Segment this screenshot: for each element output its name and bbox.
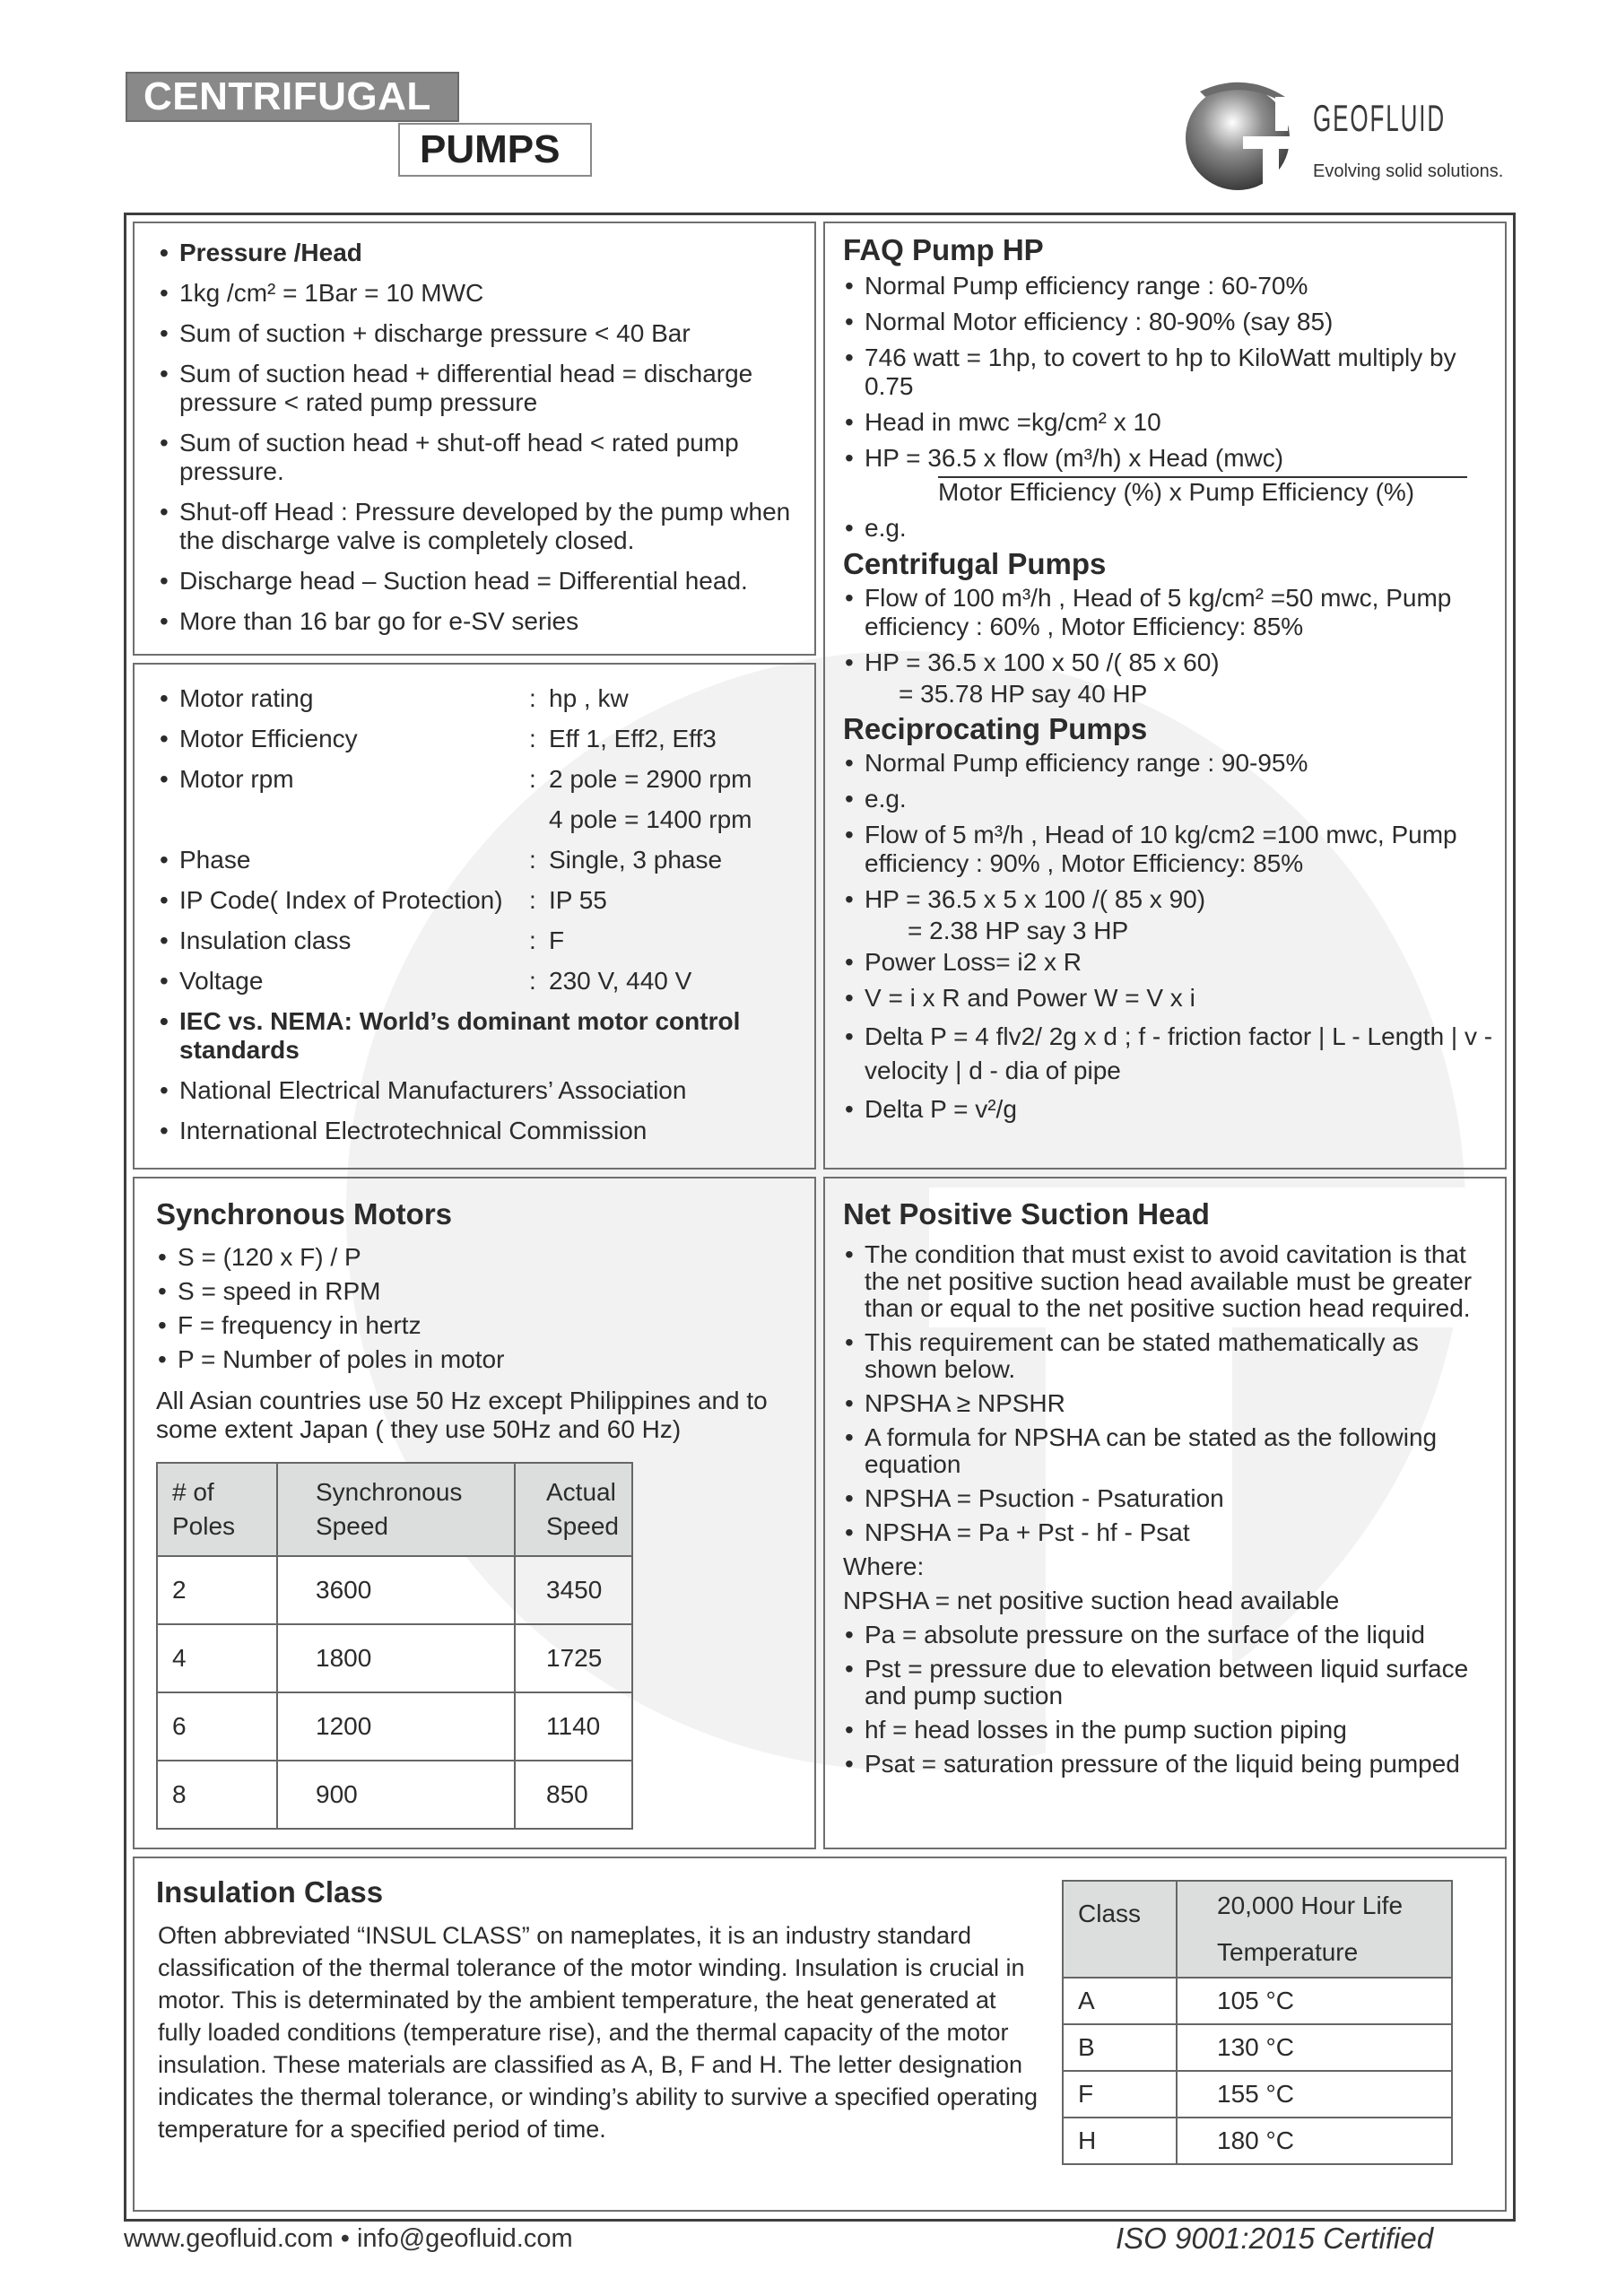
list-item: • Sum of suction + discharge pressure < 40 Bar bbox=[158, 319, 795, 348]
pressure-head-list bbox=[158, 239, 795, 636]
spec-value: IP 55 bbox=[549, 886, 607, 914]
list-item: • Sum of suction head + differential head = discharge pressure < rated pump pressure bbox=[158, 360, 795, 417]
table-row bbox=[157, 1624, 632, 1692]
spec-key: Motor rpm bbox=[179, 765, 294, 793]
cell-poles: 8 bbox=[157, 1761, 277, 1829]
list-item: • Normal Motor efficiency : 80-90% (say 85) bbox=[843, 308, 1493, 336]
list-item: • e.g. bbox=[843, 785, 1493, 813]
cell-actual-speed: 1140 bbox=[515, 1692, 632, 1761]
cell-poles: 4 bbox=[157, 1624, 277, 1692]
list-item: • Psat = saturation pressure of the liquid being pumped bbox=[843, 1751, 1493, 1778]
cell-poles: 2 bbox=[157, 1556, 277, 1624]
list-item: • 746 watt = 1hp, to covert to hp to KiloWatt multiply by 0.75 bbox=[843, 344, 1493, 401]
cell-temperature: 155 °C bbox=[1177, 2071, 1452, 2118]
table-row bbox=[1063, 2071, 1452, 2118]
hp-formula bbox=[843, 444, 1493, 507]
list-item: • Pa = absolute pressure on the surface of the liquid bbox=[843, 1622, 1493, 1648]
table-row bbox=[1063, 2024, 1452, 2071]
list-item: • Normal Pump efficiency range : 60-70% bbox=[843, 272, 1493, 300]
list-item: • Sum of suction head + shut-off head < rated pump pressure. bbox=[158, 429, 795, 486]
faq-pump-hp-panel bbox=[823, 222, 1507, 1170]
list-item: • Flow of 5 m³/h , Head of 10 kg/cm2 =100 mwc, Pump efficiency : 90% , Motor Efficiency: 85% bbox=[843, 821, 1493, 878]
col-header-class: Class bbox=[1063, 1881, 1177, 1978]
spec-key: Voltage bbox=[179, 967, 264, 995]
title-centrifugal: CENTRIFUGAL bbox=[126, 72, 459, 122]
list-item: • A formula for NPSHA can be stated as the following equation bbox=[843, 1424, 1493, 1478]
list-item: • Pst = pressure due to elevation between liquid surface and pump suction bbox=[843, 1656, 1493, 1709]
insulation-class-table bbox=[1062, 1880, 1453, 2165]
table-row bbox=[157, 1692, 632, 1761]
cell-sync-speed: 900 bbox=[277, 1761, 515, 1829]
col-header-temperature: 20,000 Hour Life Temperature bbox=[1177, 1881, 1452, 1978]
standards-list bbox=[158, 1007, 804, 1145]
npsh-terms-list bbox=[843, 1622, 1493, 1778]
cell-class: F bbox=[1063, 2071, 1177, 2118]
table-row bbox=[1063, 1978, 1452, 2024]
contact-info: www.geofluid.com • info@geofluid.com bbox=[124, 2224, 573, 2253]
spec-key bbox=[179, 805, 529, 834]
spec-key: Insulation class bbox=[179, 926, 352, 954]
spec-row: • Insulation class : F bbox=[158, 926, 804, 955]
list-item: • V = i x R and Power W = V x i bbox=[843, 984, 1493, 1013]
spec-key: Motor rating bbox=[179, 684, 314, 712]
synchronous-motors-panel bbox=[133, 1177, 816, 1849]
table-row bbox=[157, 1556, 632, 1624]
list-item: • F = frequency in hertz bbox=[156, 1311, 802, 1340]
list-item: • HP = 36.5 x 100 x 50 /( 85 x 60) bbox=[843, 648, 1493, 677]
list-item: • P = Number of poles in motor bbox=[156, 1345, 802, 1374]
col-header-poles: # of Poles bbox=[157, 1463, 277, 1556]
col-header-actual-speed: Actual Speed bbox=[515, 1463, 632, 1556]
spec-row bbox=[158, 805, 804, 834]
list-item: • IEC vs. NEMA: World’s dominant motor control standards bbox=[158, 1007, 804, 1065]
pressure-head-panel bbox=[133, 222, 816, 656]
list-item: • Discharge head – Suction head = Differential head. bbox=[158, 567, 795, 596]
list-item: • NPSHA ≥ NPSHR bbox=[843, 1390, 1493, 1417]
synchronous-list bbox=[156, 1243, 802, 1374]
spec-row: • Motor rating : hp , kw bbox=[158, 684, 804, 713]
where-label: Where: bbox=[843, 1552, 925, 1580]
spec-value: F bbox=[549, 926, 565, 954]
list-item: • NPSHA = Pa + Pst - hf - Psat bbox=[843, 1519, 1493, 1546]
col-header-synchronous-speed: Synchronous Speed bbox=[277, 1463, 515, 1556]
formula-prefix: HP = bbox=[865, 444, 928, 472]
list-item: • NPSHA = Psuction - Psaturation bbox=[843, 1485, 1493, 1512]
list-item: • HP = 36.5 x 5 x 100 /( 85 x 90) bbox=[843, 885, 1493, 914]
spec-value: 230 V, 440 V bbox=[549, 967, 692, 995]
iso-certification: ISO 9001:2015 Certified bbox=[1116, 2222, 1434, 2255]
list-item: • Pressure /Head bbox=[158, 239, 795, 267]
cell-actual-speed: 3450 bbox=[515, 1556, 632, 1624]
list-item: • More than 16 bar go for e-SV series bbox=[158, 607, 795, 636]
list-item: • hf = head losses in the pump suction piping bbox=[843, 1717, 1493, 1744]
spec-value: 4 pole = 1400 rpm bbox=[549, 805, 752, 833]
spec-key: IP Code( Index of Protection) bbox=[179, 886, 503, 914]
list-item: • S = (120 x F) / P bbox=[156, 1243, 802, 1272]
formula-denominator: Motor Efficiency (%) x Pump Efficiency (%) bbox=[938, 478, 1415, 506]
cell-temperature: 105 °C bbox=[1177, 1978, 1452, 2024]
npsh-panel bbox=[823, 1177, 1507, 1849]
cell-actual-speed: 1725 bbox=[515, 1624, 632, 1692]
spec-value: 2 pole = 2900 rpm bbox=[549, 765, 752, 793]
cell-sync-speed: 3600 bbox=[277, 1556, 515, 1624]
spec-row: • Motor rpm : 2 pole = 2900 rpm bbox=[158, 765, 804, 794]
cell-actual-speed: 850 bbox=[515, 1761, 632, 1829]
formula-numerator: 36.5 x flow (m³/h) x Head (mwc) bbox=[927, 444, 1284, 472]
reciprocating-list bbox=[843, 749, 1493, 914]
cell-temperature: 130 °C bbox=[1177, 2024, 1452, 2071]
frequency-note: All Asian countries use 50 Hz except Philippines and to some extent Japan ( they use 50Hz and 60 Hz) bbox=[156, 1387, 768, 1443]
reciprocating-result: = 2.38 HP say 3 HP bbox=[908, 917, 1129, 944]
list-item: • 1kg /cm² = 1Bar = 10 MWC bbox=[158, 279, 795, 308]
cell-class: H bbox=[1063, 2118, 1177, 2164]
spec-key: Motor Efficiency bbox=[179, 725, 358, 752]
npsha-definition: NPSHA = net positive suction head available bbox=[843, 1587, 1340, 1614]
insulation-title: Insulation Class bbox=[156, 1875, 384, 1909]
spec-row: • Motor Efficiency : Eff 1, Eff2, Eff3 bbox=[158, 725, 804, 753]
list-item: • Delta P = v²/g bbox=[843, 1095, 1493, 1124]
list-item: • National Electrical Manufacturers’ Association bbox=[158, 1076, 804, 1105]
title-pumps: PUMPS bbox=[398, 123, 592, 177]
list-item: • Flow of 100 m³/h , Head of 5 kg/cm² =50 mwc, Pump efficiency : 60% , Motor Efficiency: 85% bbox=[843, 584, 1493, 641]
list-item: • International Electrotechnical Commission bbox=[158, 1117, 804, 1145]
list-item: • Power Loss= i2 x R bbox=[843, 948, 1493, 977]
list-item: • S = speed in RPM bbox=[156, 1277, 802, 1306]
insulation-class-panel bbox=[133, 1857, 1507, 2212]
spec-row: • Voltage : 230 V, 440 V bbox=[158, 967, 804, 996]
centrifugal-result: = 35.78 HP say 40 HP bbox=[899, 680, 1148, 708]
cell-class: A bbox=[1063, 1978, 1177, 2024]
synchronous-title: Synchronous Motors bbox=[156, 1197, 453, 1231]
table-header-row bbox=[1063, 1881, 1452, 1978]
motor-specs-panel bbox=[133, 663, 816, 1170]
insulation-body: Often abbreviated “INSUL CLASS” on nameplates, it is an industry standard classification of the thermal tolerance of the motor winding. Insulation is crucial in motor. This is determinated by the ambient temperature, the heat generated at fully loaded conditions (temperature rise), and the thermal capacity of the motor insulation. These materials are classified as A, B, F and H. The letter designation indicates the thermal tolerance, or winding’s ability to survive a specified operating temperature for a specified period of time. bbox=[158, 1922, 1039, 2143]
npsh-title: Net Positive Suction Head bbox=[843, 1197, 1210, 1231]
faq-title: FAQ Pump HP bbox=[843, 233, 1044, 266]
cell-poles: 6 bbox=[157, 1692, 277, 1761]
list-item: • Shut-off Head : Pressure developed by the pump when the discharge valve is completely closed. bbox=[158, 498, 795, 555]
spec-value: hp , kw bbox=[549, 684, 629, 712]
electrical-list bbox=[843, 948, 1493, 1124]
list-item: • This requirement can be stated mathematically as shown below. bbox=[843, 1329, 1493, 1383]
cell-sync-speed: 1200 bbox=[277, 1692, 515, 1761]
centrifugal-list bbox=[843, 584, 1493, 677]
spec-value: Eff 1, Eff2, Eff3 bbox=[549, 725, 717, 752]
brand-tagline: Evolving solid solutions. bbox=[1313, 161, 1504, 181]
list-item: • e.g. bbox=[843, 514, 1493, 543]
spec-value: Single, 3 phase bbox=[549, 846, 723, 874]
cell-sync-speed: 1800 bbox=[277, 1624, 515, 1692]
list-item: • The condition that must exist to avoid cavitation is that the net positive suction head available must be greater than or equal to the net positive suction head required. bbox=[843, 1241, 1493, 1322]
reciprocating-pumps-title: Reciprocating Pumps bbox=[843, 712, 1148, 745]
geofluid-globe-logo-icon bbox=[1182, 75, 1299, 192]
table-row bbox=[1063, 2118, 1452, 2164]
spec-row: • Phase : Single, 3 phase bbox=[158, 846, 804, 874]
cell-temperature: 180 °C bbox=[1177, 2118, 1452, 2164]
cell-class: B bbox=[1063, 2024, 1177, 2071]
list-item: • Normal Pump efficiency range : 90-95% bbox=[843, 749, 1493, 778]
spec-key: Phase bbox=[179, 846, 251, 874]
table-row bbox=[157, 1761, 632, 1829]
list-item: • Head in mwc =kg/cm² x 10 bbox=[843, 408, 1493, 437]
brand-name: GEOFLUID bbox=[1313, 97, 1446, 139]
npsh-list bbox=[843, 1241, 1493, 1546]
list-item: • Delta P = 4 flv2/ 2g x d ; f - friction factor | L - Length | v - velocity | d - dia of pipe bbox=[843, 1020, 1493, 1088]
centrifugal-pumps-title: Centrifugal Pumps bbox=[843, 547, 1107, 580]
table-header-row bbox=[157, 1463, 632, 1556]
spec-row: • IP Code( Index of Protection) : IP 55 bbox=[158, 886, 804, 915]
pole-speed-table bbox=[156, 1462, 633, 1830]
faq-list bbox=[843, 272, 1493, 543]
